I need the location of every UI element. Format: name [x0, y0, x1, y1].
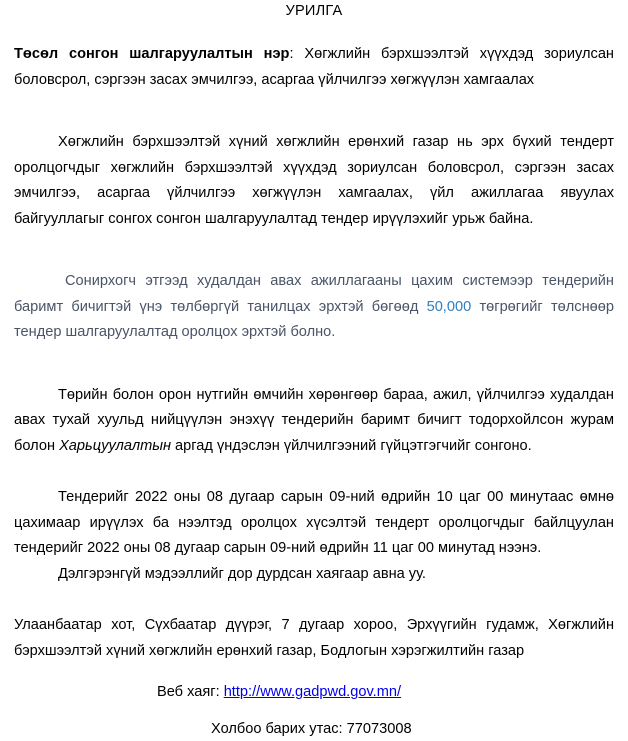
website-link[interactable]: http://www.gadpwd.gov.mn/: [223, 684, 402, 700]
document-page: [14, 0, 614, 741]
phone-line: [14, 717, 614, 741]
website-label: Веб хаяг:: [157, 684, 224, 700]
deadline-paragraph: Тендерийг 2022 оны 08 дугаар сарын 09-ний өдрийн 10 цаг 00 минутаас өмнө цахимаар ирүүлэх ба нээлтэд оролцох хүсэлтэй тендерт оролцогчдыг байлцуулан тендерийг 2022 оны 08 дугаар сарын 09-ний өдрийн 11 цаг 00 минутад нээнэ.: [14, 489, 614, 556]
law-text-before: Төрийн болон орон нутгийн өмчийн хөрөнгөөр бараа, ажил, үйлчилгээ худалдан авах тухай хуульд нийцүүлэн энэхүү тендерийн баримт бичигт тодорхойлсон журам болон: [14, 386, 614, 454]
phone-label: Холбоо барих утас:: [211, 721, 347, 737]
address-paragraph: Улаанбаатар хот, Сүхбаатар дүүрэг, 7 дугаар хороо, Эрхүүгийн гудамж, Хөгжлийн бэрхшээлтэй хүний хөгжлийн ерөнхий газар, Бодлогын хэрэгжилтийн газар: [14, 617, 614, 659]
fee-amount: 50,000: [426, 298, 472, 315]
phone-number: 77073008: [346, 721, 412, 737]
project-name: Хөгжлийн бэрхшээлтэй хүүхдэд зориулсан боловсрол, сэргээн засах эмчилгээ, асаргаа үйлчилгээ хөгжүүлэн хамгаалах: [14, 46, 614, 88]
page-title: УРИЛГА: [285, 3, 343, 19]
selection-method: Харьцуулалтын: [59, 437, 171, 454]
more-info-paragraph: Дэлгэрэнгүй мэдээллийг дор дурдсан хаягаар авна уу.: [58, 565, 426, 582]
notice-paragraph: [14, 269, 614, 346]
project-separator: :: [289, 46, 305, 62]
intro-paragraph: Хөгжлийн бэрхшээлтэй хүний хөгжлийн ерөнхий газар нь эрх бүхий тендерт оролцогчдыг хөгжлийн бэрхшээлтэй хүүхдэд зориулсан боловсрол, сэргээн засах эмчилгээ, асаргаа үйлчилгээ хөгжүүлэн хамгаалах, үйл ажиллагаа явуулах байгууллагыг сонгох сонгон шалгаруулалтад тендер ирүүлэхийг урьж байна.: [14, 134, 614, 227]
project-label: Төсөл сонгон шалгаруулалтын нэр: [14, 46, 290, 62]
project-paragraph: [14, 42, 614, 93]
website-line: [14, 680, 614, 704]
law-text-after: аргад үндэслэн үйлчилгээний гүйцэтгэгчийг сонгоно.: [171, 437, 532, 454]
law-paragraph: [14, 383, 614, 460]
notice-text-before: Сонирхогч этгээд худалдан авах ажиллагааны цахим системээр тендерийн баримт бичигтэй үнэ төлбөргүй танилцах эрхтэй бөгөөд: [14, 273, 614, 315]
notice-text-after: төгрөгийг төлснөөр тендер шалгаруулалтад оролцох эрхтэй болно.: [14, 298, 615, 340]
